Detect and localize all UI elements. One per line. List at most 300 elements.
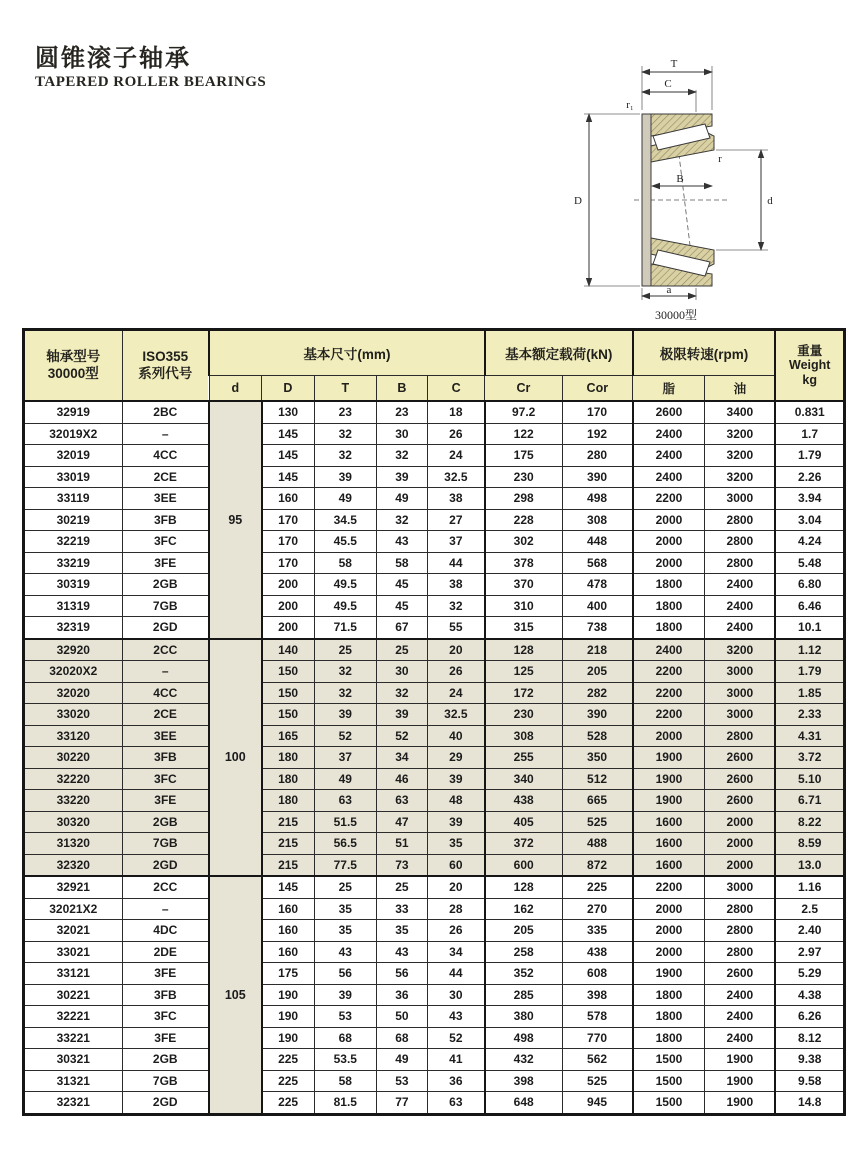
B-cell: 32 — [376, 445, 427, 467]
Cor-cell: 498 — [562, 488, 633, 510]
C-cell: 44 — [427, 963, 484, 985]
oil-speed-cell: 3200 — [705, 423, 776, 445]
Cr-cell: 372 — [485, 833, 562, 855]
Cor-cell: 205 — [562, 661, 633, 683]
weight-cell: 13.0 — [775, 854, 844, 876]
B-cell: 39 — [376, 466, 427, 488]
model-cell: 32321 — [24, 1092, 123, 1115]
Cr-cell: 125 — [485, 661, 562, 683]
iso-series-cell: 2CE — [122, 466, 209, 488]
D-cell: 225 — [262, 1049, 315, 1071]
B-cell: 34 — [376, 747, 427, 769]
model-cell: 32019X2 — [24, 423, 123, 445]
Cr-cell: 162 — [485, 898, 562, 920]
B-cell: 67 — [376, 617, 427, 639]
table-row — [24, 854, 845, 876]
model-cell: 33220 — [24, 790, 123, 812]
weight-cell: 2.5 — [775, 898, 844, 920]
oil-speed-cell: 1900 — [705, 1070, 776, 1092]
T-cell: 58 — [314, 552, 376, 574]
grease-speed-cell: 1800 — [633, 595, 705, 617]
Cor-cell: 192 — [562, 423, 633, 445]
D-cell: 180 — [262, 747, 315, 769]
T-cell: 49.5 — [314, 595, 376, 617]
table-row — [24, 401, 845, 423]
T-cell: 58 — [314, 1070, 376, 1092]
Cr-cell: 352 — [485, 963, 562, 985]
T-cell: 63 — [314, 790, 376, 812]
weight-cell: 9.58 — [775, 1070, 844, 1092]
Cr-cell: 285 — [485, 984, 562, 1006]
weight-cell: 2.40 — [775, 920, 844, 942]
C-cell: 24 — [427, 445, 484, 467]
B-cell: 45 — [376, 574, 427, 596]
Cr-cell: 302 — [485, 531, 562, 553]
grease-speed-cell: 2400 — [633, 466, 705, 488]
oil-speed-cell: 3000 — [705, 704, 776, 726]
table-row — [24, 682, 845, 704]
table-row — [24, 466, 845, 488]
oil-speed-cell: 3200 — [705, 445, 776, 467]
Cor-cell: 398 — [562, 984, 633, 1006]
model-cell: 32319 — [24, 617, 123, 639]
Cr-cell: 340 — [485, 768, 562, 790]
Cor-cell: 308 — [562, 509, 633, 531]
weight-cell: 8.59 — [775, 833, 844, 855]
D-cell: 145 — [262, 876, 315, 898]
table-body — [24, 401, 845, 1114]
grease-speed-cell: 2000 — [633, 920, 705, 942]
D-cell: 165 — [262, 725, 315, 747]
oil-speed-cell: 3000 — [705, 488, 776, 510]
B-cell: 30 — [376, 661, 427, 683]
oil-speed-cell: 3400 — [705, 401, 776, 423]
outer-ring-strip — [642, 114, 651, 286]
table-row — [24, 445, 845, 467]
B-cell: 68 — [376, 1027, 427, 1049]
Cr-cell: 122 — [485, 423, 562, 445]
C-cell: 43 — [427, 1006, 484, 1028]
D-cell: 130 — [262, 401, 315, 423]
B-cell: 43 — [376, 941, 427, 963]
weight-cell: 5.29 — [775, 963, 844, 985]
model-cell: 31321 — [24, 1070, 123, 1092]
C-cell: 20 — [427, 639, 484, 661]
T-cell: 45.5 — [314, 531, 376, 553]
grease-speed-cell: 2000 — [633, 509, 705, 531]
C-cell: 37 — [427, 531, 484, 553]
D-cell: 190 — [262, 984, 315, 1006]
D-cell: 160 — [262, 898, 315, 920]
D-cell: 200 — [262, 617, 315, 639]
header-limit-speed: 极限转速(rpm) — [633, 330, 776, 376]
bearing-cross-section-drawing — [556, 50, 796, 308]
iso-series-cell: 4CC — [122, 445, 209, 467]
dim-label-D: D — [574, 195, 582, 207]
table-row — [24, 488, 845, 510]
T-cell: 23 — [314, 401, 376, 423]
B-cell: 56 — [376, 963, 427, 985]
oil-speed-cell: 2800 — [705, 509, 776, 531]
Cr-cell: 205 — [485, 920, 562, 942]
weight-cell: 3.72 — [775, 747, 844, 769]
model-cell: 33119 — [24, 488, 123, 510]
Cr-cell: 432 — [485, 1049, 562, 1071]
model-cell: 33019 — [24, 466, 123, 488]
C-cell: 32.5 — [427, 704, 484, 726]
Cr-cell: 255 — [485, 747, 562, 769]
T-cell: 32 — [314, 661, 376, 683]
weight-cell: 6.46 — [775, 595, 844, 617]
C-cell: 26 — [427, 920, 484, 942]
Cor-cell: 282 — [562, 682, 633, 704]
T-cell: 53 — [314, 1006, 376, 1028]
D-cell: 145 — [262, 445, 315, 467]
weight-cell: 2.97 — [775, 941, 844, 963]
oil-speed-cell: 2600 — [705, 747, 776, 769]
model-cell: 32221 — [24, 1006, 123, 1028]
B-cell: 46 — [376, 768, 427, 790]
T-cell: 35 — [314, 920, 376, 942]
model-cell: 30319 — [24, 574, 123, 596]
grease-speed-cell: 1900 — [633, 790, 705, 812]
D-cell: 170 — [262, 509, 315, 531]
D-cell: 170 — [262, 552, 315, 574]
table-row — [24, 1092, 845, 1115]
D-cell: 190 — [262, 1006, 315, 1028]
dim-label-B: B — [676, 173, 684, 185]
iso-series-cell: 2CC — [122, 639, 209, 661]
weight-cell: 14.8 — [775, 1092, 844, 1115]
oil-speed-cell: 2800 — [705, 898, 776, 920]
model-cell: 32921 — [24, 876, 123, 898]
bearing-spec-table — [22, 328, 846, 1116]
Cr-cell: 128 — [485, 639, 562, 661]
dim-label-a: a — [666, 284, 672, 296]
weight-cell: 0.831 — [775, 401, 844, 423]
grease-speed-cell: 1800 — [633, 617, 705, 639]
model-cell: 32019 — [24, 445, 123, 467]
table-row — [24, 595, 845, 617]
iso-series-cell: 2GB — [122, 811, 209, 833]
model-cell: 33020 — [24, 704, 123, 726]
Cor-cell: 225 — [562, 876, 633, 898]
model-cell: 32021 — [24, 920, 123, 942]
T-cell: 32 — [314, 423, 376, 445]
T-cell: 43 — [314, 941, 376, 963]
page-header — [35, 38, 266, 91]
oil-speed-cell: 2000 — [705, 854, 776, 876]
oil-speed-cell: 3000 — [705, 682, 776, 704]
D-cell: 200 — [262, 595, 315, 617]
subheader-Cr: Cr — [485, 376, 562, 402]
page-subtitle: TAPERED ROLLER BEARINGS — [35, 74, 267, 90]
T-cell: 49 — [314, 768, 376, 790]
dim-label-C: C — [664, 78, 672, 90]
weight-cell: 3.94 — [775, 488, 844, 510]
header-weight-line1: 重量 — [797, 343, 823, 358]
C-cell: 18 — [427, 401, 484, 423]
C-cell: 40 — [427, 725, 484, 747]
Cor-cell: 488 — [562, 833, 633, 855]
C-cell: 28 — [427, 898, 484, 920]
model-cell: 32220 — [24, 768, 123, 790]
table-row — [24, 941, 845, 963]
Cr-cell: 230 — [485, 704, 562, 726]
D-cell: 145 — [262, 466, 315, 488]
B-cell: 35 — [376, 920, 427, 942]
header-iso-line1: ISO355 — [142, 348, 189, 364]
model-cell: 32219 — [24, 531, 123, 553]
oil-speed-cell: 2400 — [705, 595, 776, 617]
D-cell: 150 — [262, 661, 315, 683]
Cr-cell: 600 — [485, 854, 562, 876]
Cr-cell: 648 — [485, 1092, 562, 1115]
bearing-diagram — [556, 50, 796, 323]
model-cell: 33219 — [24, 552, 123, 574]
table-row — [24, 963, 845, 985]
B-cell: 36 — [376, 984, 427, 1006]
D-cell: 160 — [262, 488, 315, 510]
grease-speed-cell: 2000 — [633, 552, 705, 574]
Cr-cell: 175 — [485, 445, 562, 467]
table-row — [24, 811, 845, 833]
iso-series-cell: 2GB — [122, 1049, 209, 1071]
T-cell: 32 — [314, 445, 376, 467]
T-cell: 34.5 — [314, 509, 376, 531]
grease-speed-cell: 1900 — [633, 747, 705, 769]
dim-label-r1: r₁ — [626, 99, 634, 111]
weight-cell: 8.22 — [775, 811, 844, 833]
Cor-cell: 390 — [562, 466, 633, 488]
Cr-cell: 308 — [485, 725, 562, 747]
grease-speed-cell: 1500 — [633, 1070, 705, 1092]
Cor-cell: 525 — [562, 811, 633, 833]
D-cell: 145 — [262, 423, 315, 445]
T-cell: 39 — [314, 984, 376, 1006]
grease-speed-cell: 1600 — [633, 833, 705, 855]
B-cell: 33 — [376, 898, 427, 920]
B-cell: 32 — [376, 682, 427, 704]
iso-series-cell: 4DC — [122, 920, 209, 942]
weight-cell: 9.38 — [775, 1049, 844, 1071]
oil-speed-cell: 2600 — [705, 790, 776, 812]
iso-series-cell: 3FC — [122, 1006, 209, 1028]
oil-speed-cell: 1900 — [705, 1049, 776, 1071]
T-cell: 39 — [314, 466, 376, 488]
T-cell: 53.5 — [314, 1049, 376, 1071]
D-cell: 215 — [262, 854, 315, 876]
Cr-cell: 405 — [485, 811, 562, 833]
weight-cell: 10.1 — [775, 617, 844, 639]
Cr-cell: 230 — [485, 466, 562, 488]
oil-speed-cell: 2400 — [705, 984, 776, 1006]
grease-speed-cell: 1800 — [633, 574, 705, 596]
Cr-cell: 298 — [485, 488, 562, 510]
B-cell: 51 — [376, 833, 427, 855]
model-cell: 32021X2 — [24, 898, 123, 920]
table-row — [24, 1070, 845, 1092]
Cor-cell: 738 — [562, 617, 633, 639]
T-cell: 25 — [314, 876, 376, 898]
Cor-cell: 608 — [562, 963, 633, 985]
table-row — [24, 876, 845, 898]
grease-speed-cell: 2400 — [633, 639, 705, 661]
model-cell: 30321 — [24, 1049, 123, 1071]
Cr-cell: 498 — [485, 1027, 562, 1049]
C-cell: 36 — [427, 1070, 484, 1092]
weight-cell: 6.26 — [775, 1006, 844, 1028]
Cr-cell: 128 — [485, 876, 562, 898]
bore-diameter-cell: 105 — [209, 876, 262, 1114]
table-header — [24, 330, 845, 402]
dim-label-r: r — [718, 153, 722, 165]
D-cell: 160 — [262, 941, 315, 963]
B-cell: 50 — [376, 1006, 427, 1028]
iso-series-cell: – — [122, 661, 209, 683]
T-cell: 68 — [314, 1027, 376, 1049]
B-cell: 25 — [376, 639, 427, 661]
T-cell: 32 — [314, 682, 376, 704]
grease-speed-cell: 1600 — [633, 811, 705, 833]
oil-speed-cell: 2800 — [705, 920, 776, 942]
B-cell: 49 — [376, 488, 427, 510]
C-cell: 55 — [427, 617, 484, 639]
C-cell: 24 — [427, 682, 484, 704]
table-row — [24, 898, 845, 920]
C-cell: 32 — [427, 595, 484, 617]
C-cell: 26 — [427, 661, 484, 683]
table-row — [24, 1027, 845, 1049]
model-cell: 32920 — [24, 639, 123, 661]
D-cell: 215 — [262, 811, 315, 833]
C-cell: 39 — [427, 811, 484, 833]
model-cell: 33120 — [24, 725, 123, 747]
iso-series-cell: 3EE — [122, 488, 209, 510]
iso-series-cell: 3FB — [122, 747, 209, 769]
oil-speed-cell: 2800 — [705, 531, 776, 553]
B-cell: 47 — [376, 811, 427, 833]
model-cell: 30219 — [24, 509, 123, 531]
iso-series-cell: 7GB — [122, 833, 209, 855]
Cor-cell: 335 — [562, 920, 633, 942]
grease-speed-cell: 2200 — [633, 488, 705, 510]
table-row — [24, 790, 845, 812]
C-cell: 52 — [427, 1027, 484, 1049]
iso-series-cell: 3FB — [122, 984, 209, 1006]
oil-speed-cell: 2400 — [705, 1027, 776, 1049]
iso-series-cell: 2GD — [122, 854, 209, 876]
iso-series-cell: 2GB — [122, 574, 209, 596]
header-iso-line2: 系列代号 — [138, 365, 193, 381]
C-cell: 30 — [427, 984, 484, 1006]
diagram-caption: 30000型 — [654, 308, 697, 322]
weight-cell: 6.71 — [775, 790, 844, 812]
grease-speed-cell: 1900 — [633, 768, 705, 790]
header-iso — [122, 330, 209, 402]
table-row — [24, 704, 845, 726]
Cor-cell: 350 — [562, 747, 633, 769]
bottom-ring-assembly — [651, 238, 714, 286]
weight-cell: 1.85 — [775, 682, 844, 704]
bore-diameter-cell: 100 — [209, 639, 262, 877]
header-weight-line3: kg — [802, 372, 818, 387]
Cr-cell: 228 — [485, 509, 562, 531]
model-cell: 30220 — [24, 747, 123, 769]
T-cell: 39 — [314, 704, 376, 726]
Cor-cell: 578 — [562, 1006, 633, 1028]
iso-series-cell: 2GD — [122, 617, 209, 639]
T-cell: 37 — [314, 747, 376, 769]
grease-speed-cell: 1600 — [633, 854, 705, 876]
T-cell: 49.5 — [314, 574, 376, 596]
table-row — [24, 617, 845, 639]
table-row — [24, 423, 845, 445]
iso-series-cell: 3FC — [122, 768, 209, 790]
iso-series-cell: 2DE — [122, 941, 209, 963]
Cor-cell: 270 — [562, 898, 633, 920]
C-cell: 48 — [427, 790, 484, 812]
grease-speed-cell: 2200 — [633, 682, 705, 704]
Cor-cell: 525 — [562, 1070, 633, 1092]
weight-cell: 5.48 — [775, 552, 844, 574]
C-cell: 35 — [427, 833, 484, 855]
Cr-cell: 315 — [485, 617, 562, 639]
weight-cell: 1.12 — [775, 639, 844, 661]
T-cell: 51.5 — [314, 811, 376, 833]
header-weight-line2: Weight — [789, 358, 831, 373]
table-row — [24, 833, 845, 855]
model-cell: 30320 — [24, 811, 123, 833]
grease-speed-cell: 1800 — [633, 1006, 705, 1028]
oil-speed-cell: 3200 — [705, 639, 776, 661]
table-row — [24, 574, 845, 596]
model-cell: 32020X2 — [24, 661, 123, 683]
B-cell: 49 — [376, 1049, 427, 1071]
C-cell: 27 — [427, 509, 484, 531]
Cr-cell: 398 — [485, 1070, 562, 1092]
oil-speed-cell: 2600 — [705, 768, 776, 790]
grease-speed-cell: 2200 — [633, 661, 705, 683]
iso-series-cell: 3FC — [122, 531, 209, 553]
subheader-T: T — [314, 376, 376, 402]
iso-series-cell: 2GD — [122, 1092, 209, 1115]
header-weight — [775, 330, 844, 402]
weight-cell: 1.79 — [775, 445, 844, 467]
B-cell: 53 — [376, 1070, 427, 1092]
T-cell: 77.5 — [314, 854, 376, 876]
grease-speed-cell: 2000 — [633, 898, 705, 920]
grease-speed-cell: 1800 — [633, 984, 705, 1006]
T-cell: 56.5 — [314, 833, 376, 855]
top-ring-assembly — [651, 114, 714, 162]
D-cell: 175 — [262, 963, 315, 985]
T-cell: 56 — [314, 963, 376, 985]
oil-speed-cell: 3000 — [705, 661, 776, 683]
weight-cell: 1.79 — [775, 661, 844, 683]
weight-cell: 6.80 — [775, 574, 844, 596]
iso-series-cell: 7GB — [122, 595, 209, 617]
model-cell: 33221 — [24, 1027, 123, 1049]
oil-speed-cell: 2800 — [705, 552, 776, 574]
model-cell: 31320 — [24, 833, 123, 855]
B-cell: 23 — [376, 401, 427, 423]
B-cell: 77 — [376, 1092, 427, 1115]
Cor-cell: 390 — [562, 704, 633, 726]
weight-cell: 1.7 — [775, 423, 844, 445]
T-cell: 25 — [314, 639, 376, 661]
B-cell: 45 — [376, 595, 427, 617]
